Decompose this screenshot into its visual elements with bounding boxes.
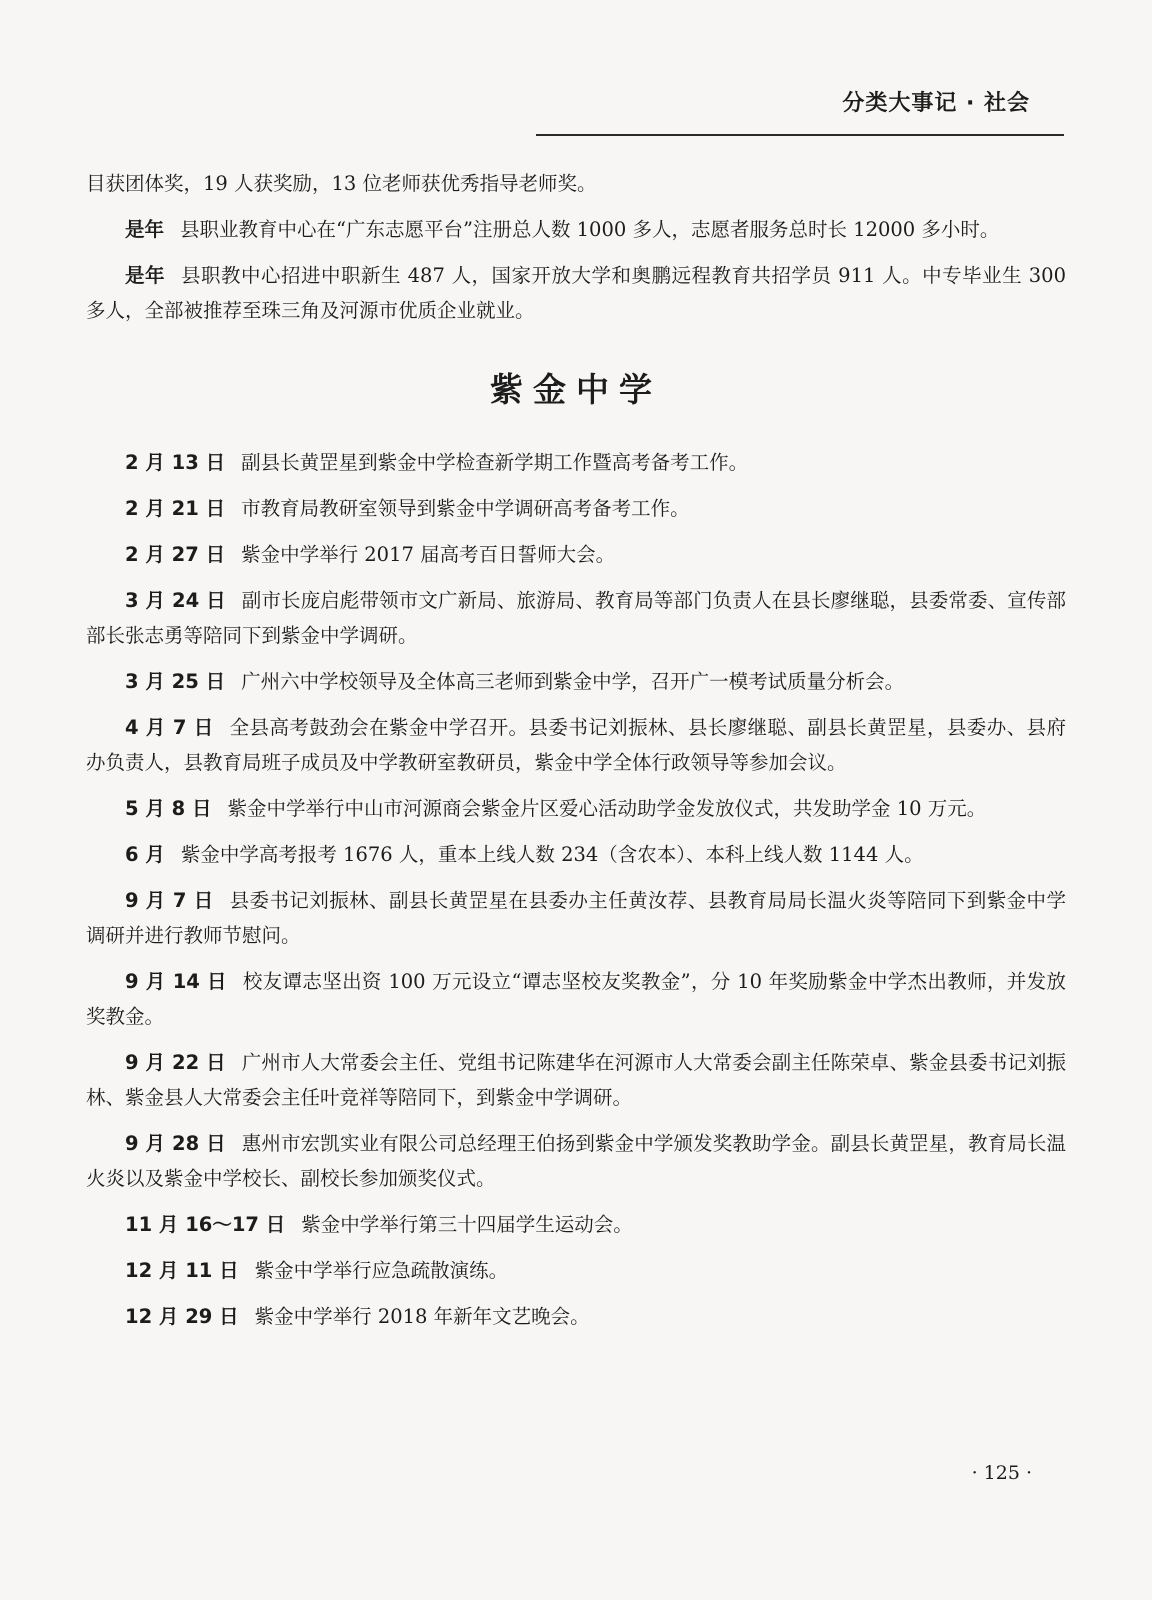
- entry-date: 2 月 13 日: [125, 451, 226, 474]
- entry-text: 县委书记刘振林、副县长黄罡星在县委办主任黄汝荐、县教育局局长温火炎等陪同下到紫金中学调研并进行教师节慰问。: [86, 889, 1066, 947]
- year-label: 是年: [125, 218, 165, 241]
- intro-paragraph: [86, 258, 1066, 328]
- chronicle-entry: [86, 1126, 1066, 1196]
- chronicle-entry: [86, 1253, 1066, 1288]
- entry-date: 5 月 8 日: [125, 797, 212, 820]
- chronicle-entry: [86, 791, 1066, 826]
- chronicle-entry: [86, 710, 1066, 780]
- entry-date: 6 月: [125, 843, 165, 866]
- intro-paragraph: [86, 212, 1066, 247]
- chronicle-entry: [86, 537, 1066, 572]
- entry-text: 紫金中学举行 2017 届高考百日誓师大会。: [241, 543, 616, 566]
- entry-text: 副县长黄罡星到紫金中学检查新学期工作暨高考备考工作。: [241, 451, 749, 474]
- entry-text: 紫金中学举行应急疏散演练。: [254, 1259, 509, 1282]
- header-rule: [536, 134, 1064, 136]
- chronicle-entry: [86, 837, 1066, 872]
- entry-text: 紫金中学举行中山市河源商会紫金片区爱心活动助学金发放仪式，共发助学金 10 万元。: [227, 797, 987, 820]
- entry-date: 2 月 21 日: [125, 497, 226, 520]
- chronicle-entry: [86, 1207, 1066, 1242]
- year-label: 是年: [125, 264, 165, 287]
- intro-text: 目获团体奖，19 人获奖励，13 位老师获优秀指导老师奖。: [86, 172, 597, 195]
- intro-paragraph: [86, 166, 1066, 201]
- chronicle-entry: [86, 1299, 1066, 1334]
- entry-date: 3 月 24 日: [125, 589, 226, 612]
- entry-text: 广州市人大常委会主任、党组书记陈建华在河源市人大常委会副主任陈荣卓、紫金县委书记刘振林、紫金县人大常委会主任叶竞祥等陪同下，到紫金中学调研。: [86, 1051, 1066, 1109]
- entry-text: 校友谭志坚出资 100 万元设立“谭志坚校友奖教金”，分 10 年奖励紫金中学杰出教师，并发放奖教金。: [86, 970, 1066, 1028]
- entry-text: 广州六中学校领导及全体高三老师到紫金中学，召开广一模考试质量分析会。: [241, 670, 905, 693]
- chronicle-entry: [86, 583, 1066, 653]
- chronicle-entry: [86, 964, 1066, 1034]
- entry-date: 4 月 7 日: [125, 716, 214, 739]
- chronicle-entry: [86, 664, 1066, 699]
- intro-text: 县职教中心招进中职新生 487 人，国家开放大学和奥鹏远程教育共招学员 911 人。中专毕业生 300 多人，全部被推荐至珠三角及河源市优质企业就业。: [86, 264, 1066, 322]
- chronicle-entry: [86, 883, 1066, 953]
- entry-text: 紫金中学举行第三十四届学生运动会。: [301, 1213, 633, 1236]
- entry-date: 9 月 14 日: [125, 970, 227, 993]
- entry-text: 紫金中学高考报考 1676 人，重本上线人数 234（含农本）、本科上线人数 1144 人。: [180, 843, 924, 866]
- entry-text: 市教育局教研室领导到紫金中学调研高考备考工作。: [241, 497, 690, 520]
- entry-date: 12 月 29 日: [125, 1305, 239, 1328]
- entry-text: 副市长庞启彪带领市文广新局、旅游局、教育局等部门负责人在县长廖继聪，县委常委、宣传部部长张志勇等陪同下到紫金中学调研。: [86, 589, 1066, 647]
- page-number: · 125 ·: [971, 1462, 1032, 1484]
- entry-date: 9 月 7 日: [125, 889, 214, 912]
- page-body: [86, 166, 1066, 1345]
- entry-text: 惠州市宏凯实业有限公司总经理王伯扬到紫金中学颁发奖教助学金。副县长黄罡星，教育局长温火炎以及紫金中学校长、副校长参加颁奖仪式。: [86, 1132, 1066, 1190]
- entry-date: 12 月 11 日: [125, 1259, 239, 1282]
- chronicle-entry: [86, 1045, 1066, 1115]
- intro-text: 县职业教育中心在“广东志愿平台”注册总人数 1000 多人，志愿者服务总时长 12000 多小时。: [180, 218, 1000, 241]
- entry-date: 9 月 22 日: [125, 1051, 226, 1074]
- entry-date: 3 月 25 日: [125, 670, 226, 693]
- section-title: 紫金中学: [490, 370, 662, 409]
- entry-date: 11 月 16～17 日: [125, 1213, 286, 1236]
- entry-text: 全县高考鼓劲会在紫金中学召开。县委书记刘振林、县长廖继聪、副县长黄罡星，县委办、县府办负责人，县教育局班子成员及中学教研室教研员，紫金中学全体行政领导等参加会议。: [86, 716, 1066, 774]
- entry-text: 紫金中学举行 2018 年新年文艺晚会。: [254, 1305, 590, 1328]
- entry-date: 2 月 27 日: [125, 543, 226, 566]
- running-header: 分类大事记 · 社会: [842, 91, 1030, 116]
- chronicle-entry: [86, 445, 1066, 480]
- chronicle-entry: [86, 491, 1066, 526]
- entry-date: 9 月 28 日: [125, 1132, 226, 1155]
